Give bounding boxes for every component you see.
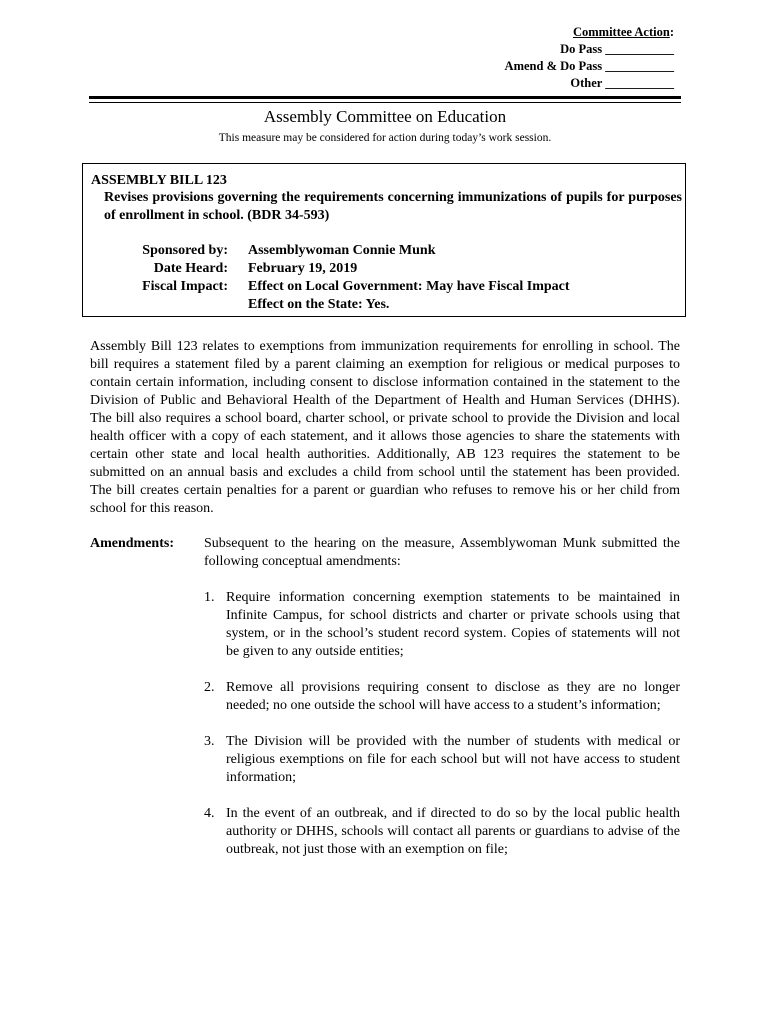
list-item-number: 2. [204,680,215,695]
list-item-text: In the event of an outbreak, and if directed to do so by the local public health authority or DHHS, schools will contact all parents or guardians to advise of the outbreak, not just those with an exemption on file; [226,806,680,857]
list-item [204,679,680,715]
committee-action-amend-do-pass: Amend & Do Pass ___________ [504,59,674,73]
meta-label: Fiscal Impact: [142,279,228,294]
list-item [204,589,680,661]
amendments-intro: Subsequent to the hearing on the measure, Assemblywoman Munk submitted the following conceptual amendments: [204,536,680,569]
list-item-text: Remove all provisions requiring consent to disclose as they are no longer needed; no one outside the school will have access to a student’s information; [226,680,680,713]
list-item-number: 1. [204,590,215,605]
meta-row-fiscal-state [83,296,683,314]
header-divider-thick [89,96,681,99]
amendments-list [204,589,680,877]
page-title: Assembly Committee on Education [263,107,507,126]
header-divider-thin [89,102,681,103]
meta-row-date-heard [83,260,683,278]
committee-action-other: Other ___________ [570,76,674,90]
committee-action-block [505,24,674,92]
committee-action-do-pass: Do Pass ___________ [560,42,674,56]
list-item [204,733,680,787]
meta-value: Assemblywoman Connie Munk [248,243,436,258]
meta-value: Effect on the State: Yes. [248,297,390,312]
list-item-text: The Division will be provided with the number of students with medical or religious exemptions on file for each school but will not have access to student information; [226,734,680,785]
meta-row-fiscal-impact [83,278,683,296]
bill-meta [83,242,683,314]
bill-summary-paragraph: Assembly Bill 123 relates to exemptions from immunization requirements for enrolling in school. The bill requires a statement filed by a parent claiming an exemption for religious or medical purposes to contain certain information, including consent to disclose information contained in the statement to the Division of Public and Behavioral Health of the Department of Health and Human Services (DHHS). The bill also requires a school board, charter school, or private school to provide the Division and local health officer with a copy of each statement, and it allows those agencies to share the statements with certain other state and local health authorities. Additionally, AB 123 requires the statement to be submitted on an annual basis and excludes a child from school until the statement has been provided. The bill creates certain penalties for a parent or guardian who refuses to remove his or her child from school for this reason. [90,339,680,516]
page-subtitle: This measure may be considered for action during today’s work session. [218,132,552,144]
amendments-label: Amendments: [90,536,174,551]
meta-row-sponsor [83,242,683,260]
committee-action-title-line: Committee Action: [572,25,674,39]
meta-label [83,296,228,314]
list-item-number: 4. [204,806,215,821]
meta-label: Sponsored by: [142,243,228,258]
bill-number: ASSEMBLY BILL 123 [91,173,227,188]
bill-info-box [82,163,686,317]
meta-value: Effect on Local Government: May have Fiscal Impact [248,279,570,294]
list-item [204,805,680,859]
meta-label: Date Heard: [153,261,228,276]
list-item-number: 3. [204,734,215,749]
meta-value: February 19, 2019 [248,261,358,276]
committee-action-title: Committee Action [572,25,670,39]
bill-description: Revises provisions governing the requirements concerning immunizations of pupils for purposes of enrollment in school. (BDR 34-593) [104,190,682,223]
list-item-text: Require information concerning exemption statements to be maintained in Infinite Campus, for school districts and charter or private schools using that system, or in the school’s student record system. Copies of statements will not be given to any outside entities; [226,590,680,659]
